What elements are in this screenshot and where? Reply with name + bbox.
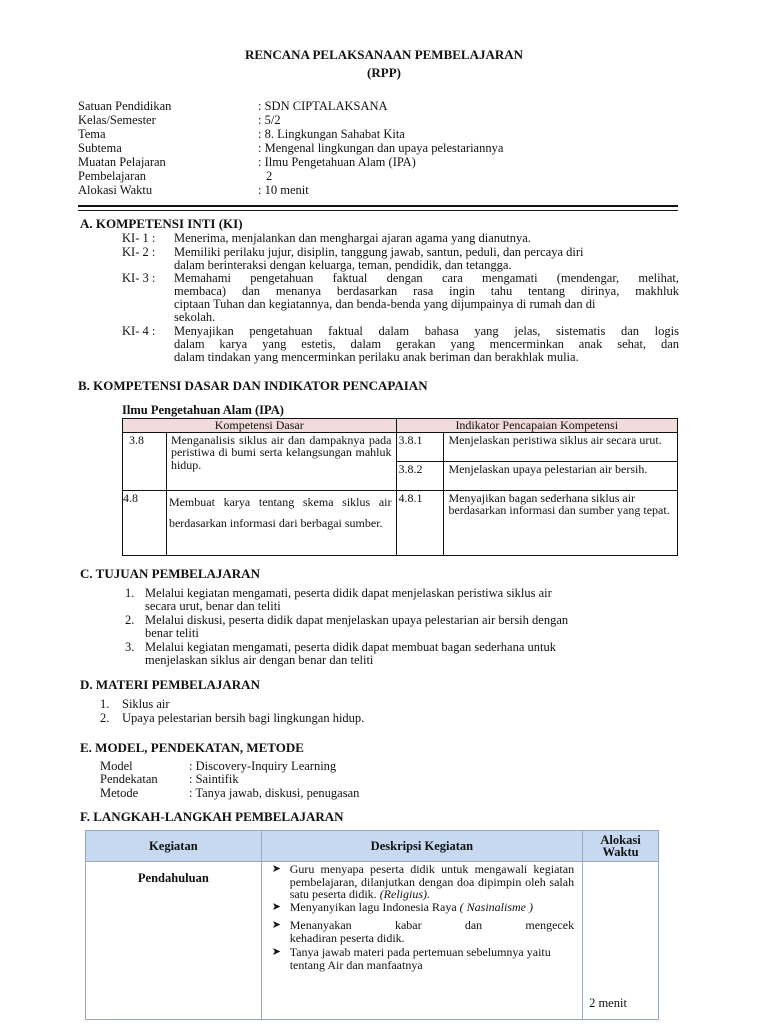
ki-text: dalam karya yang estetis, dalam gerakan yang mencerminkan anak sehat, dan <box>174 337 679 351</box>
divider <box>78 210 678 211</box>
rpp-page: RENCANA PELAKSANAAN PEMBELAJARAN (RPP) Satuan Pendidikan : SDN CIPTALAKSANA Kelas/Semester : 5/2 Tema : 8. Lingkungan Sahabat Kita Subtema : Mengenal lingkungan dan upaya pelestariannya Muatan Pelajaran : Ilmu Pengetahuan Alam (IPA) Pembelajaran 2 Alokasi Waktu : 10 menit A. KOMPETENSI INTI (KI) KI- 1 : Menerima, menjalankan dan menghargai ajaran agama yang dianutnya. KI- 2 : Memiliki perilaku jujur, disiplin, tanggung jawab, santun, peduli, dan percaya diri dalam berinteraksi dengan keluarga, teman, pendidik, dan tetangga. KI- 3 : Memahami pengetahuan faktual dengan cara mengamati (mendengar, melihat, membaca) dan menanya berdasarkan rasa ingin tahu tentang dirinya, makhluk ciptaan Tuhan dan kegiatannya, dan benda-benda yang dijumpainya di rumah dan di sekolah. KI- 4 : Menyajikan pengetahuan faktual dalam bahasa yang jelas, sistematis dan logis dalam karya yang estetis, dalam gerakan yang mencerminkan anak sehat, dan dalam tindakan yang mencerminkan perilaku anak beriman dan berakhlak mulia. B. KOMPETENSI DASAR DAN INDIKATOR PENCAPAIAN Ilmu Pengetahuan Alam (IPA) Kompetensi Dasar Indikator Pencapaian Kompetensi 3.8 Menganalisis siklus air dan dampaknya pada peristiwa di bumi serta kelangsungan mahluk hidup. 3.8.1 Menjelaskan peristiwa siklus air secara urut. 3.8.2 Menjelaskan upaya pelestarian air bersih. 4.8 Membuat karya tentang skema siklus air berdasarkan informasi dari berbagai sumber. 4.8.1 Menyajikan bagan sederhana siklus air berdasarkan informasi dan sumber yang tepat. C. TUJUAN PEMBELAJARAN 1. Melalui kegiatan mengamati, peserta didik dapat menjelaskan peristiwa siklus air secara urut, benar dan teliti 2. Melalui diskusi, peserta didik dapat menjelaskan upaya pelestarian air bersih dengan benar teliti 3. Melalui kegiatan mengamati, peserta didik dapat membuat bagan sederhana untuk menjelaskan siklus air dengan benar dan teliti D. MATERI PEMBELAJARAN 1. Siklus air 2. Upaya pelestarian bersih bagi lingkungan hidup. E. MODEL, PENDEKATAN, METODE Model : Discovery-Inquiry Learning Pendekatan : Saintifik Metode : Tanya jawab, diskusi, penugasan F. LANGKAH-LANGKAH PEMBELAJARAN Kegiatan Deskripsi Kegiatan Alokasi Waktu Pendahuluan ➤ Guru menyapa peserta didik untuk mengawali kegiatan pembelajaran, dilanjutkan dengan doa dipimpin oleh salah satu peserta didik. (Religius). ➤ Menyanyikan lagu Indonesia Raya ( Nasinalisme ) ➤ Menanyakan kabar dan mengecek kehadiran peserta didik. ➤ Tanya jawab materi pada pertemuan sebelumnya yaitu tentang Air dan manfaatnya 2 menit <box>0 0 768 1024</box>
indicator-number: 4.8.1 <box>396 490 444 555</box>
method-value: : Saintifik <box>189 772 239 786</box>
ki-text: sekolah. <box>174 310 216 324</box>
arrow-bullet-icon: ➤ <box>271 900 281 913</box>
section-a-title: A. KOMPETENSI INTI (KI) <box>80 216 243 231</box>
ki-text: dalam berinteraksi dengan keluarga, teman, pendidik, dan tetangga. <box>174 258 512 272</box>
list-item: ➤ Tanya jawab materi pada pertemuan sebelumnya yaitu tentang Air dan manfaatnya <box>271 945 551 972</box>
list-number: 1. <box>125 586 135 600</box>
ki-text: Memiliki perilaku jujur, disiplin, tanggung jawab, santun, peduli, dan percaya diri <box>174 245 584 259</box>
table-row <box>123 490 678 555</box>
ki-text: dalam tindakan yang mencerminkan perilaku anak beriman dan berakhlak mulia. <box>174 350 579 364</box>
list-number: 3. <box>125 640 135 654</box>
ki-label: KI- 3 : <box>122 271 156 285</box>
ki-label: KI- 4 : <box>122 324 156 338</box>
indicator-number: 3.8.2 <box>396 461 444 490</box>
list-item: Siklus air <box>122 697 170 711</box>
ki-text: Menerima, menjalankan dan menghargai ajaran agama yang dianutnya. <box>174 231 531 245</box>
subject-label: Ilmu Pengetahuan Alam (IPA) <box>122 403 284 417</box>
ki-label: KI- 1 : <box>122 231 156 245</box>
list-item: ➤ Menanyakan kabar dan mengecek kehadiran peserta didik. <box>271 918 575 945</box>
list-item: secara urut, benar dan teliti <box>145 599 281 613</box>
arrow-bullet-icon: ➤ <box>271 863 281 875</box>
divider <box>78 205 678 207</box>
arrow-bullet-icon: ➤ <box>271 919 281 931</box>
list-item: Melalui kegiatan mengamati, peserta didik dapat membuat bagan sederhana untuk <box>145 640 556 654</box>
ipk-header: Indikator Pencapaian Kompetensi <box>396 419 678 433</box>
list-number: 2. <box>100 711 110 725</box>
kd-table-header <box>123 419 678 433</box>
list-item: ➤ Guru menyapa peserta didik untuk mengawali kegiatan pembelajaran, dilanjutkan dengan doa dipimpin oleh salah satu peserta didik. (Religius). <box>271 862 575 901</box>
ki-text: Memahami pengetahuan faktual dengan cara mengamati (mendengar, melihat, <box>174 271 679 285</box>
list-item: Melalui diskusi, peserta didik dapat menjelaskan upaya pelestarian air bersih dengan <box>145 613 569 627</box>
deskripsi-cell <box>261 862 582 1020</box>
ki-text: ciptaan Tuhan dan kegiatannya, dan benda-benda yang dijumpainya di rumah dan di <box>174 297 596 311</box>
ki-text: membaca) dan menanya berdasarkan rasa ingin tahu tentang dirinya, makhluk <box>174 284 679 298</box>
section-b-title: B. KOMPETENSI DASAR DAN INDIKATOR PENCAPAIAN <box>78 378 428 393</box>
section-e-title: E. MODEL, PENDEKATAN, METODE <box>80 740 304 755</box>
kd-text: Membuat karya tentang skema siklus air berdasarkan informasi dari berbagai sumber. <box>166 490 396 555</box>
method-key: Metode <box>100 786 139 800</box>
list-item: benar teliti <box>145 626 199 640</box>
table-row <box>123 432 678 461</box>
document-title: RENCANA PELAKSANAAN PEMBELAJARAN <box>244 47 524 62</box>
steps-table-header <box>86 831 659 862</box>
list-number: 1. <box>100 697 110 711</box>
arrow-bullet-icon: ➤ <box>271 946 281 958</box>
kd-number: 3.8 <box>123 432 167 490</box>
ki-label: KI- 2 : <box>122 245 156 259</box>
list-item: Upaya pelestarian bersih bagi lingkungan hidup. <box>122 711 365 725</box>
section-c-title: C. TUJUAN PEMBELAJARAN <box>80 566 260 581</box>
indicator-text: Menyajikan bagan sederhana siklus air berdasarkan informasi dan sumber yang tepat. <box>444 490 678 555</box>
method-value: : Discovery-Inquiry Learning <box>189 759 337 773</box>
method-value: : Tanya jawab, diskusi, penugasan <box>189 786 360 800</box>
method-key: Model <box>100 759 133 773</box>
indicator-text: Menjelaskan upaya pelestarian air bersih. <box>444 461 678 490</box>
ki-text: Menyajikan pengetahuan faktual dalam bahasa yang jelas, sistematis dan logis <box>174 324 679 338</box>
kd-header: Kompetensi Dasar <box>123 419 397 433</box>
indicator-number: 3.8.1 <box>396 432 444 461</box>
kd-text: Menganalisis siklus air dan dampaknya pada peristiwa di bumi serta kelangsungan mahluk hidup. <box>166 432 396 490</box>
list-item: ➤ Menyanyikan lagu Indonesia Raya ( Nasinalisme ) <box>271 899 533 914</box>
alokasi-cell: 2 menit <box>583 862 659 1020</box>
table-row <box>86 862 659 1020</box>
kd-number: 4.8 <box>123 490 167 555</box>
section-d-title: D. MATERI PEMBELAJARAN <box>80 677 260 692</box>
list-item: menjelaskan siklus air dengan benar dan teliti <box>145 653 374 667</box>
alokasi-header: Alokasi Waktu <box>583 831 659 862</box>
method-key: Pendekatan <box>100 772 158 786</box>
steps-table <box>85 830 659 1020</box>
deskripsi-header: Deskripsi Kegiatan <box>261 831 582 862</box>
kd-table <box>122 418 678 556</box>
section-f-title: F. LANGKAH-LANGKAH PEMBELAJARAN <box>80 809 344 824</box>
kegiatan-header: Kegiatan <box>86 831 262 862</box>
document-subtitle: (RPP) <box>367 65 401 80</box>
list-item: Melalui kegiatan mengamati, peserta didik dapat menjelaskan peristiwa siklus air <box>145 586 552 600</box>
indicator-text: Menjelaskan peristiwa siklus air secara urut. <box>444 432 678 461</box>
list-number: 2. <box>125 613 135 627</box>
kegiatan-cell: Pendahuluan <box>86 862 262 1020</box>
